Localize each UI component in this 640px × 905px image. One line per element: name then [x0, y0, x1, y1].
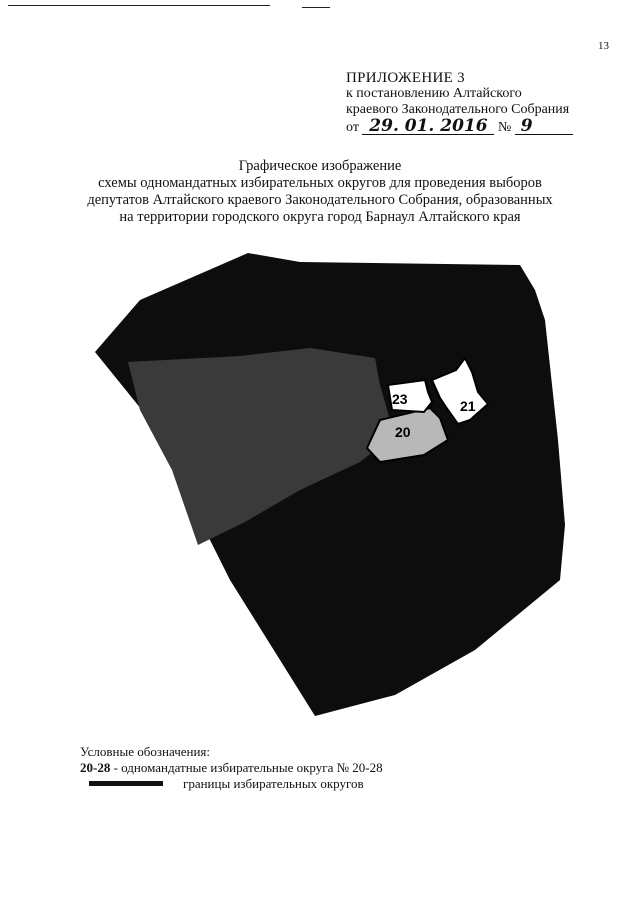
- district-label-21: 21: [460, 398, 476, 414]
- appendix-line-2: краевого Законодательного Собрания: [346, 102, 570, 117]
- legend-districts-key: 20-28: [80, 760, 111, 775]
- number-prefix: №: [497, 120, 512, 135]
- heading-line-4: на территории городского округа город Барнаул Алтайского края: [119, 209, 521, 225]
- appendix-line-1: к постановлению Алтайского: [346, 86, 522, 101]
- handwritten-number: 9: [515, 118, 573, 135]
- legend-title: Условные обозначения:: [80, 744, 211, 759]
- handwritten-date: 29. 01. 2016: [362, 118, 494, 135]
- district-label-23: 23: [392, 391, 408, 407]
- heading-line-3: депутатов Алтайского краевого Законодательного Собрания, образованных: [87, 192, 553, 208]
- heading-line-2: схемы одномандатных избирательных округов для проведения выборов: [98, 175, 542, 191]
- appendix-title: ПРИЛОЖЕНИЕ 3: [346, 70, 465, 86]
- legend: [80, 744, 383, 776]
- date-prefix: от: [346, 120, 359, 135]
- legend-border-text: границы избирательных округов: [183, 776, 364, 791]
- district-label-20: 20: [395, 424, 411, 440]
- page-number: 13: [598, 40, 609, 52]
- heading-line-1: Графическое изображение: [238, 158, 402, 174]
- legend-border-swatch: [89, 781, 163, 786]
- legend-districts-row: [80, 760, 383, 776]
- map-dark-region: [95, 253, 565, 716]
- legend-districts-text: - одномандатные избирательные округа № 20-28: [110, 760, 383, 775]
